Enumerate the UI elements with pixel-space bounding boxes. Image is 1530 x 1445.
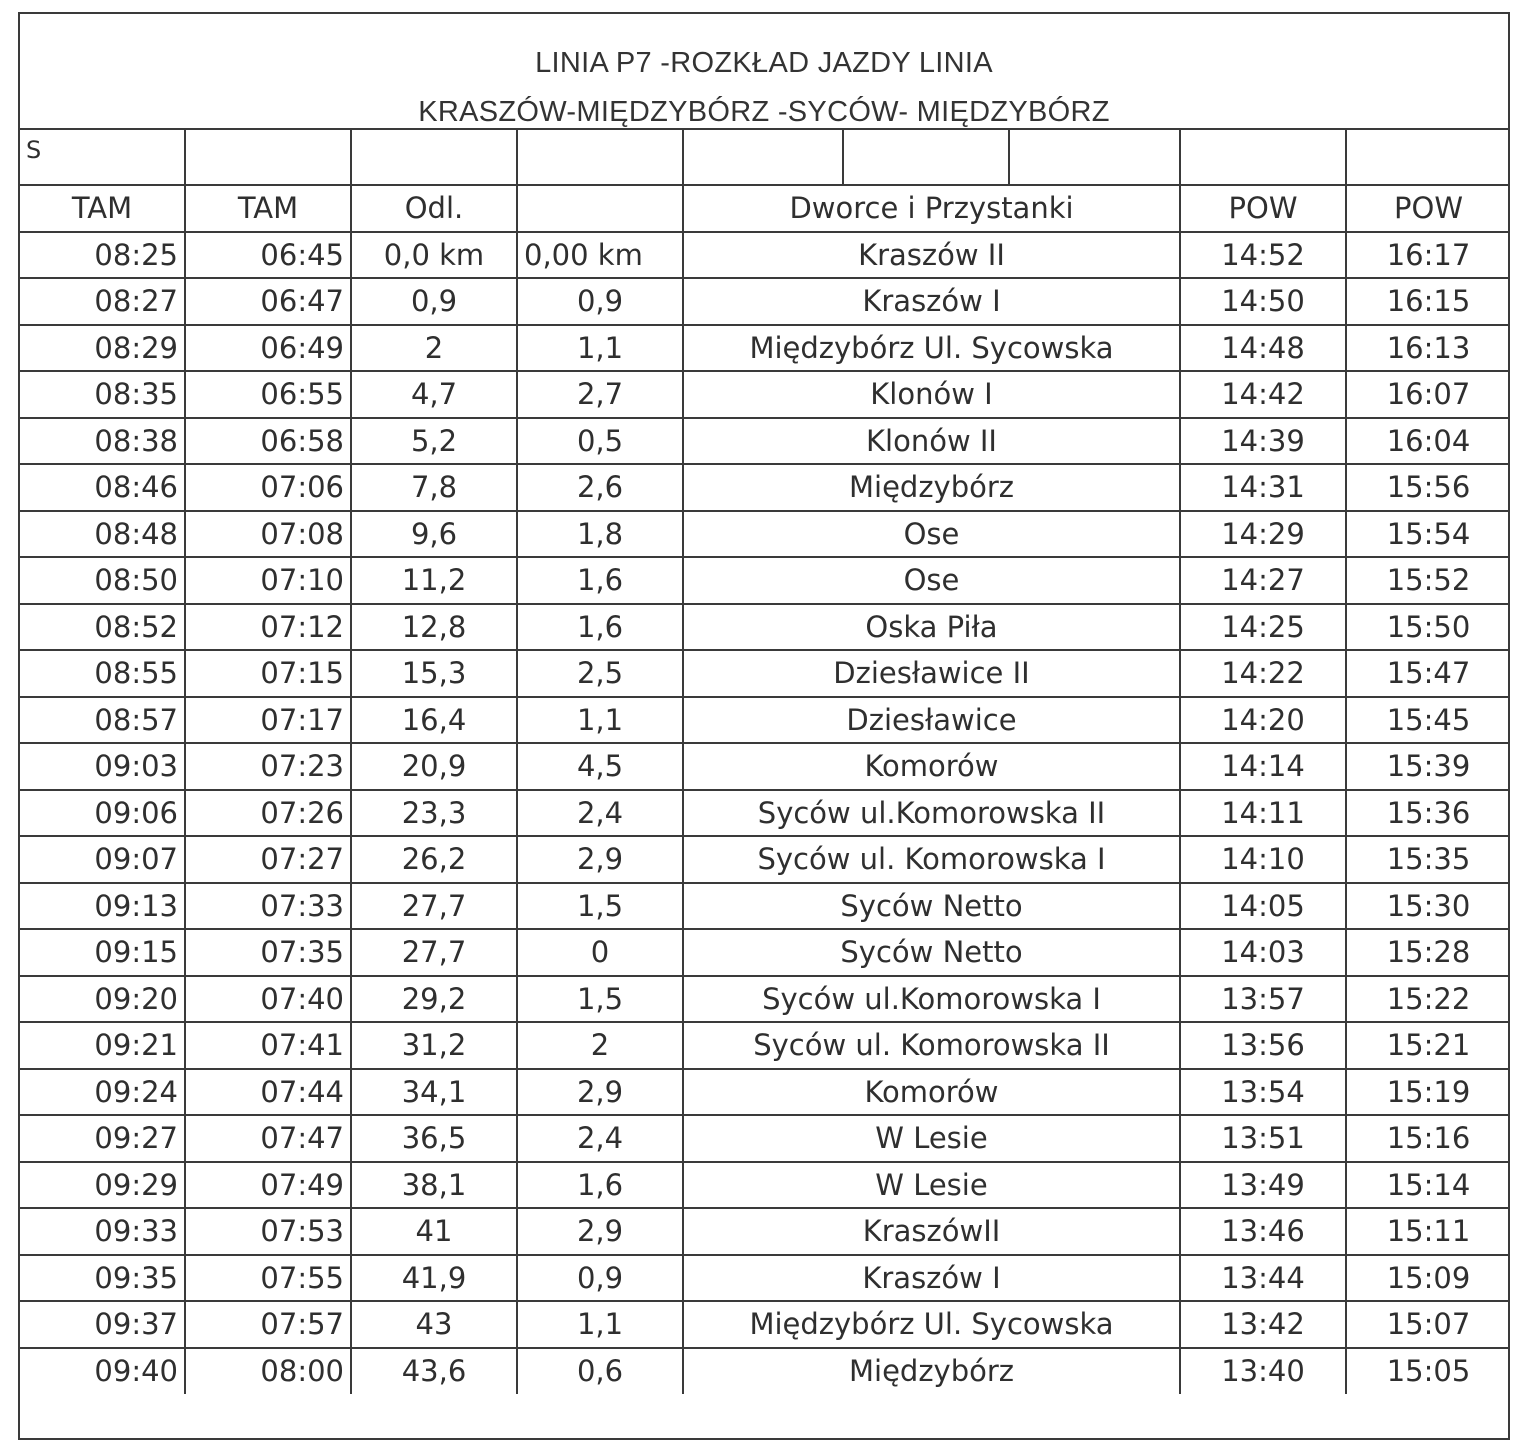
stop-name-cell: Syców ul. Komorowska II bbox=[683, 1022, 1180, 1069]
distance-segment-cell: 1,5 bbox=[517, 976, 683, 1023]
top-cell-empty bbox=[351, 130, 517, 185]
time-pow-1-cell: 13:42 bbox=[1180, 1301, 1346, 1348]
stop-name-cell: Oska Piła bbox=[683, 604, 1180, 651]
timetable-sheet bbox=[18, 12, 1510, 1440]
distance-segment-cell: 1,5 bbox=[517, 883, 683, 930]
top-cell-subdivision bbox=[1010, 130, 1175, 184]
distance-segment-cell: 0,00 km bbox=[517, 232, 683, 279]
time-pow-2-cell: 15:47 bbox=[1346, 650, 1510, 697]
distance-segment-cell: 0,9 bbox=[517, 1255, 683, 1302]
time-tam-2-cell: 07:55 bbox=[185, 1255, 351, 1302]
stop-name-cell: Międzybórz Ul. Sycowska bbox=[683, 1301, 1180, 1348]
time-pow-1-cell: 14:52 bbox=[1180, 232, 1346, 279]
distance-segment-cell: 1,6 bbox=[517, 557, 683, 604]
time-tam-1-cell: 09:24 bbox=[20, 1069, 185, 1116]
table-row bbox=[20, 1301, 1510, 1348]
time-tam-2-cell: 07:44 bbox=[185, 1069, 351, 1116]
distance-segment-cell: 2,4 bbox=[517, 1115, 683, 1162]
time-pow-2-cell: 15:54 bbox=[1346, 511, 1510, 558]
time-pow-2-cell: 15:50 bbox=[1346, 604, 1510, 651]
time-tam-2-cell: 07:12 bbox=[185, 604, 351, 651]
time-pow-2-cell: 15:07 bbox=[1346, 1301, 1510, 1348]
stop-name-cell: Syców ul. Komorowska I bbox=[683, 836, 1180, 883]
stop-name-cell: Syców Netto bbox=[683, 929, 1180, 976]
table-row bbox=[20, 464, 1510, 511]
time-pow-2-cell: 16:15 bbox=[1346, 278, 1510, 325]
distance-segment-cell: 1,6 bbox=[517, 1162, 683, 1209]
title-line-2: KRASZÓW-MIĘDZYBÓRZ -SYCÓW- MIĘDZYBÓRZ bbox=[418, 96, 1110, 128]
time-pow-2-cell: 15:05 bbox=[1346, 1348, 1510, 1395]
table-row bbox=[20, 697, 1510, 744]
distance-total-cell: 9,6 bbox=[351, 511, 517, 558]
time-tam-2-cell: 07:57 bbox=[185, 1301, 351, 1348]
distance-total-cell: 27,7 bbox=[351, 883, 517, 930]
time-tam-2-cell: 06:49 bbox=[185, 325, 351, 372]
distance-segment-cell: 2,5 bbox=[517, 650, 683, 697]
stop-name-cell: Komorów bbox=[683, 743, 1180, 790]
distance-total-cell: 43 bbox=[351, 1301, 517, 1348]
time-tam-2-cell: 06:45 bbox=[185, 232, 351, 279]
time-pow-1-cell: 14:22 bbox=[1180, 650, 1346, 697]
stop-name-cell: Syców ul.Komorowska I bbox=[683, 976, 1180, 1023]
time-tam-1-cell: 08:35 bbox=[20, 371, 185, 418]
time-pow-2-cell: 15:14 bbox=[1346, 1162, 1510, 1209]
stop-name-cell: W Lesie bbox=[683, 1115, 1180, 1162]
time-tam-2-cell: 07:10 bbox=[185, 557, 351, 604]
time-tam-1-cell: 08:57 bbox=[20, 697, 185, 744]
time-pow-2-cell: 16:04 bbox=[1346, 418, 1510, 465]
time-pow-2-cell: 15:09 bbox=[1346, 1255, 1510, 1302]
distance-total-cell: 31,2 bbox=[351, 1022, 517, 1069]
time-tam-1-cell: 08:38 bbox=[20, 418, 185, 465]
stop-name-cell: Międzybórz Ul. Sycowska bbox=[683, 325, 1180, 372]
header-pow-2: POW bbox=[1346, 185, 1510, 232]
header-row bbox=[20, 185, 1510, 232]
distance-total-cell: 5,2 bbox=[351, 418, 517, 465]
time-pow-1-cell: 14:05 bbox=[1180, 883, 1346, 930]
stop-name-cell: Ose bbox=[683, 511, 1180, 558]
time-pow-1-cell: 14:11 bbox=[1180, 790, 1346, 837]
distance-segment-cell: 1,1 bbox=[517, 1301, 683, 1348]
header-pow-1: POW bbox=[1180, 185, 1346, 232]
stop-name-cell: Komorów bbox=[683, 1069, 1180, 1116]
time-pow-2-cell: 15:45 bbox=[1346, 697, 1510, 744]
distance-segment-cell: 1,8 bbox=[517, 511, 683, 558]
time-tam-1-cell: 09:03 bbox=[20, 743, 185, 790]
distance-segment-cell: 2,4 bbox=[517, 790, 683, 837]
time-tam-2-cell: 07:49 bbox=[185, 1162, 351, 1209]
time-pow-2-cell: 15:35 bbox=[1346, 836, 1510, 883]
stop-name-cell: Syców Netto bbox=[683, 883, 1180, 930]
time-pow-1-cell: 14:39 bbox=[1180, 418, 1346, 465]
time-pow-1-cell: 13:49 bbox=[1180, 1162, 1346, 1209]
top-cell-split bbox=[683, 130, 1180, 185]
distance-segment-cell: 2,6 bbox=[517, 464, 683, 511]
time-pow-2-cell: 16:13 bbox=[1346, 325, 1510, 372]
stop-name-cell: Dziesławice bbox=[683, 697, 1180, 744]
distance-segment-cell: 0 bbox=[517, 929, 683, 976]
time-tam-1-cell: 08:50 bbox=[20, 557, 185, 604]
top-cell-subdivision bbox=[683, 130, 844, 184]
distance-total-cell: 20,9 bbox=[351, 743, 517, 790]
time-tam-2-cell: 08:00 bbox=[185, 1348, 351, 1395]
time-tam-2-cell: 07:35 bbox=[185, 929, 351, 976]
time-tam-2-cell: 07:08 bbox=[185, 511, 351, 558]
time-tam-1-cell: 09:20 bbox=[20, 976, 185, 1023]
top-cell-empty bbox=[517, 130, 683, 185]
title-line-1: LINIA P7 -ROZKŁAD JAZDY LINIA bbox=[535, 47, 993, 79]
distance-segment-cell: 1,6 bbox=[517, 604, 683, 651]
time-tam-2-cell: 07:27 bbox=[185, 836, 351, 883]
time-tam-1-cell: 09:21 bbox=[20, 1022, 185, 1069]
distance-total-cell: 34,1 bbox=[351, 1069, 517, 1116]
table-row bbox=[20, 883, 1510, 930]
time-pow-2-cell: 16:07 bbox=[1346, 371, 1510, 418]
time-pow-1-cell: 13:56 bbox=[1180, 1022, 1346, 1069]
time-tam-1-cell: 09:15 bbox=[20, 929, 185, 976]
time-tam-1-cell: 09:40 bbox=[20, 1348, 185, 1395]
time-tam-1-cell: 08:52 bbox=[20, 604, 185, 651]
top-cell-empty bbox=[1180, 130, 1346, 185]
table-row bbox=[20, 976, 1510, 1023]
time-pow-2-cell: 15:16 bbox=[1346, 1115, 1510, 1162]
distance-segment-cell: 2,9 bbox=[517, 836, 683, 883]
table-row bbox=[20, 278, 1510, 325]
time-tam-2-cell: 07:41 bbox=[185, 1022, 351, 1069]
distance-total-cell: 12,8 bbox=[351, 604, 517, 651]
time-pow-1-cell: 13:57 bbox=[1180, 976, 1346, 1023]
time-tam-2-cell: 07:15 bbox=[185, 650, 351, 697]
time-tam-1-cell: 09:06 bbox=[20, 790, 185, 837]
table-row bbox=[20, 743, 1510, 790]
timetable-title bbox=[20, 14, 1508, 130]
table-row bbox=[20, 1162, 1510, 1209]
table-row bbox=[20, 1348, 1510, 1395]
time-pow-2-cell: 15:56 bbox=[1346, 464, 1510, 511]
distance-segment-cell: 2,9 bbox=[517, 1069, 683, 1116]
header-distance: Odl. bbox=[351, 185, 517, 232]
time-tam-1-cell: 09:07 bbox=[20, 836, 185, 883]
header-stops: Dworce i Przystanki bbox=[683, 185, 1180, 232]
time-pow-1-cell: 14:10 bbox=[1180, 836, 1346, 883]
table-row bbox=[20, 1115, 1510, 1162]
stop-name-cell: Dziesławice II bbox=[683, 650, 1180, 697]
time-pow-1-cell: 14:31 bbox=[1180, 464, 1346, 511]
table-row bbox=[20, 1208, 1510, 1255]
top-cell-s: S bbox=[20, 130, 185, 185]
time-tam-2-cell: 07:23 bbox=[185, 743, 351, 790]
time-tam-1-cell: 09:27 bbox=[20, 1115, 185, 1162]
table-row bbox=[20, 1069, 1510, 1116]
distance-total-cell: 0,9 bbox=[351, 278, 517, 325]
time-pow-2-cell: 15:11 bbox=[1346, 1208, 1510, 1255]
time-pow-1-cell: 13:51 bbox=[1180, 1115, 1346, 1162]
distance-total-cell: 15,3 bbox=[351, 650, 517, 697]
distance-total-cell: 41 bbox=[351, 1208, 517, 1255]
distance-segment-cell: 1,1 bbox=[517, 697, 683, 744]
distance-segment-cell: 2 bbox=[517, 1022, 683, 1069]
time-pow-1-cell: 14:29 bbox=[1180, 511, 1346, 558]
time-pow-2-cell: 15:19 bbox=[1346, 1069, 1510, 1116]
time-pow-1-cell: 14:25 bbox=[1180, 604, 1346, 651]
time-pow-1-cell: 13:54 bbox=[1180, 1069, 1346, 1116]
stop-name-cell: Klonów II bbox=[683, 418, 1180, 465]
distance-total-cell: 43,6 bbox=[351, 1348, 517, 1395]
header-tam-2: TAM bbox=[185, 185, 351, 232]
time-tam-1-cell: 09:35 bbox=[20, 1255, 185, 1302]
distance-segment-cell: 4,5 bbox=[517, 743, 683, 790]
distance-total-cell: 4,7 bbox=[351, 371, 517, 418]
top-cell-empty bbox=[1346, 130, 1510, 185]
distance-total-cell: 11,2 bbox=[351, 557, 517, 604]
time-tam-1-cell: 08:27 bbox=[20, 278, 185, 325]
distance-segment-cell: 2,7 bbox=[517, 371, 683, 418]
time-pow-1-cell: 13:40 bbox=[1180, 1348, 1346, 1395]
time-tam-1-cell: 08:25 bbox=[20, 232, 185, 279]
table-row bbox=[20, 650, 1510, 697]
stop-name-cell: W Lesie bbox=[683, 1162, 1180, 1209]
time-pow-2-cell: 16:17 bbox=[1346, 232, 1510, 279]
header-tam-1: TAM bbox=[20, 185, 185, 232]
table-row bbox=[20, 1255, 1510, 1302]
time-tam-2-cell: 06:47 bbox=[185, 278, 351, 325]
table-row bbox=[20, 232, 1510, 279]
table-row bbox=[20, 604, 1510, 651]
table-row bbox=[20, 929, 1510, 976]
time-tam-2-cell: 07:17 bbox=[185, 697, 351, 744]
top-cell-subdivision bbox=[844, 130, 1010, 184]
time-pow-1-cell: 14:48 bbox=[1180, 325, 1346, 372]
distance-segment-cell: 0,9 bbox=[517, 278, 683, 325]
time-tam-1-cell: 08:46 bbox=[20, 464, 185, 511]
time-tam-2-cell: 07:40 bbox=[185, 976, 351, 1023]
table-row bbox=[20, 371, 1510, 418]
time-pow-2-cell: 15:36 bbox=[1346, 790, 1510, 837]
stop-name-cell: Międzybórz bbox=[683, 1348, 1180, 1395]
table-row bbox=[20, 836, 1510, 883]
time-tam-2-cell: 07:33 bbox=[185, 883, 351, 930]
time-pow-2-cell: 15:30 bbox=[1346, 883, 1510, 930]
stop-name-cell: Kraszów II bbox=[683, 232, 1180, 279]
time-tam-2-cell: 07:06 bbox=[185, 464, 351, 511]
time-pow-1-cell: 14:14 bbox=[1180, 743, 1346, 790]
time-tam-1-cell: 09:29 bbox=[20, 1162, 185, 1209]
distance-total-cell: 23,3 bbox=[351, 790, 517, 837]
time-tam-2-cell: 06:58 bbox=[185, 418, 351, 465]
time-tam-2-cell: 07:47 bbox=[185, 1115, 351, 1162]
table-row bbox=[20, 790, 1510, 837]
time-pow-1-cell: 14:50 bbox=[1180, 278, 1346, 325]
time-tam-1-cell: 08:55 bbox=[20, 650, 185, 697]
distance-total-cell: 7,8 bbox=[351, 464, 517, 511]
time-tam-1-cell: 09:37 bbox=[20, 1301, 185, 1348]
distance-total-cell: 41,9 bbox=[351, 1255, 517, 1302]
time-tam-1-cell: 08:29 bbox=[20, 325, 185, 372]
distance-segment-cell: 0,6 bbox=[517, 1348, 683, 1395]
time-pow-1-cell: 14:27 bbox=[1180, 557, 1346, 604]
time-tam-1-cell: 09:13 bbox=[20, 883, 185, 930]
distance-total-cell: 29,2 bbox=[351, 976, 517, 1023]
time-pow-1-cell: 13:44 bbox=[1180, 1255, 1346, 1302]
time-pow-2-cell: 15:22 bbox=[1346, 976, 1510, 1023]
stop-name-cell: Ose bbox=[683, 557, 1180, 604]
time-pow-1-cell: 14:03 bbox=[1180, 929, 1346, 976]
distance-segment-cell: 0,5 bbox=[517, 418, 683, 465]
stop-name-cell: Międzybórz bbox=[683, 464, 1180, 511]
time-pow-2-cell: 15:28 bbox=[1346, 929, 1510, 976]
top-empty-row bbox=[20, 130, 1510, 185]
time-tam-2-cell: 07:53 bbox=[185, 1208, 351, 1255]
distance-total-cell: 38,1 bbox=[351, 1162, 517, 1209]
stop-name-cell: KraszówII bbox=[683, 1208, 1180, 1255]
time-pow-2-cell: 15:52 bbox=[1346, 557, 1510, 604]
time-tam-1-cell: 09:33 bbox=[20, 1208, 185, 1255]
table-row bbox=[20, 511, 1510, 558]
table-row bbox=[20, 418, 1510, 465]
time-tam-2-cell: 07:26 bbox=[185, 790, 351, 837]
time-pow-2-cell: 15:39 bbox=[1346, 743, 1510, 790]
distance-segment-cell: 1,1 bbox=[517, 325, 683, 372]
distance-total-cell: 0,0 km bbox=[351, 232, 517, 279]
distance-total-cell: 16,4 bbox=[351, 697, 517, 744]
stop-name-cell: Syców ul.Komorowska II bbox=[683, 790, 1180, 837]
time-tam-2-cell: 06:55 bbox=[185, 371, 351, 418]
stop-name-cell: Kraszów I bbox=[683, 1255, 1180, 1302]
table-row bbox=[20, 1022, 1510, 1069]
stop-name-cell: Kraszów I bbox=[683, 278, 1180, 325]
stop-name-cell: Klonów I bbox=[683, 371, 1180, 418]
top-cell-empty bbox=[185, 130, 351, 185]
distance-total-cell: 26,2 bbox=[351, 836, 517, 883]
time-pow-1-cell: 14:20 bbox=[1180, 697, 1346, 744]
time-tam-1-cell: 08:48 bbox=[20, 511, 185, 558]
table-row bbox=[20, 557, 1510, 604]
header-segment bbox=[517, 185, 683, 232]
timetable-table bbox=[20, 130, 1510, 1394]
time-pow-1-cell: 13:46 bbox=[1180, 1208, 1346, 1255]
distance-segment-cell: 2,9 bbox=[517, 1208, 683, 1255]
distance-total-cell: 2 bbox=[351, 325, 517, 372]
distance-total-cell: 27,7 bbox=[351, 929, 517, 976]
table-row bbox=[20, 325, 1510, 372]
distance-total-cell: 36,5 bbox=[351, 1115, 517, 1162]
time-pow-1-cell: 14:42 bbox=[1180, 371, 1346, 418]
time-pow-2-cell: 15:21 bbox=[1346, 1022, 1510, 1069]
